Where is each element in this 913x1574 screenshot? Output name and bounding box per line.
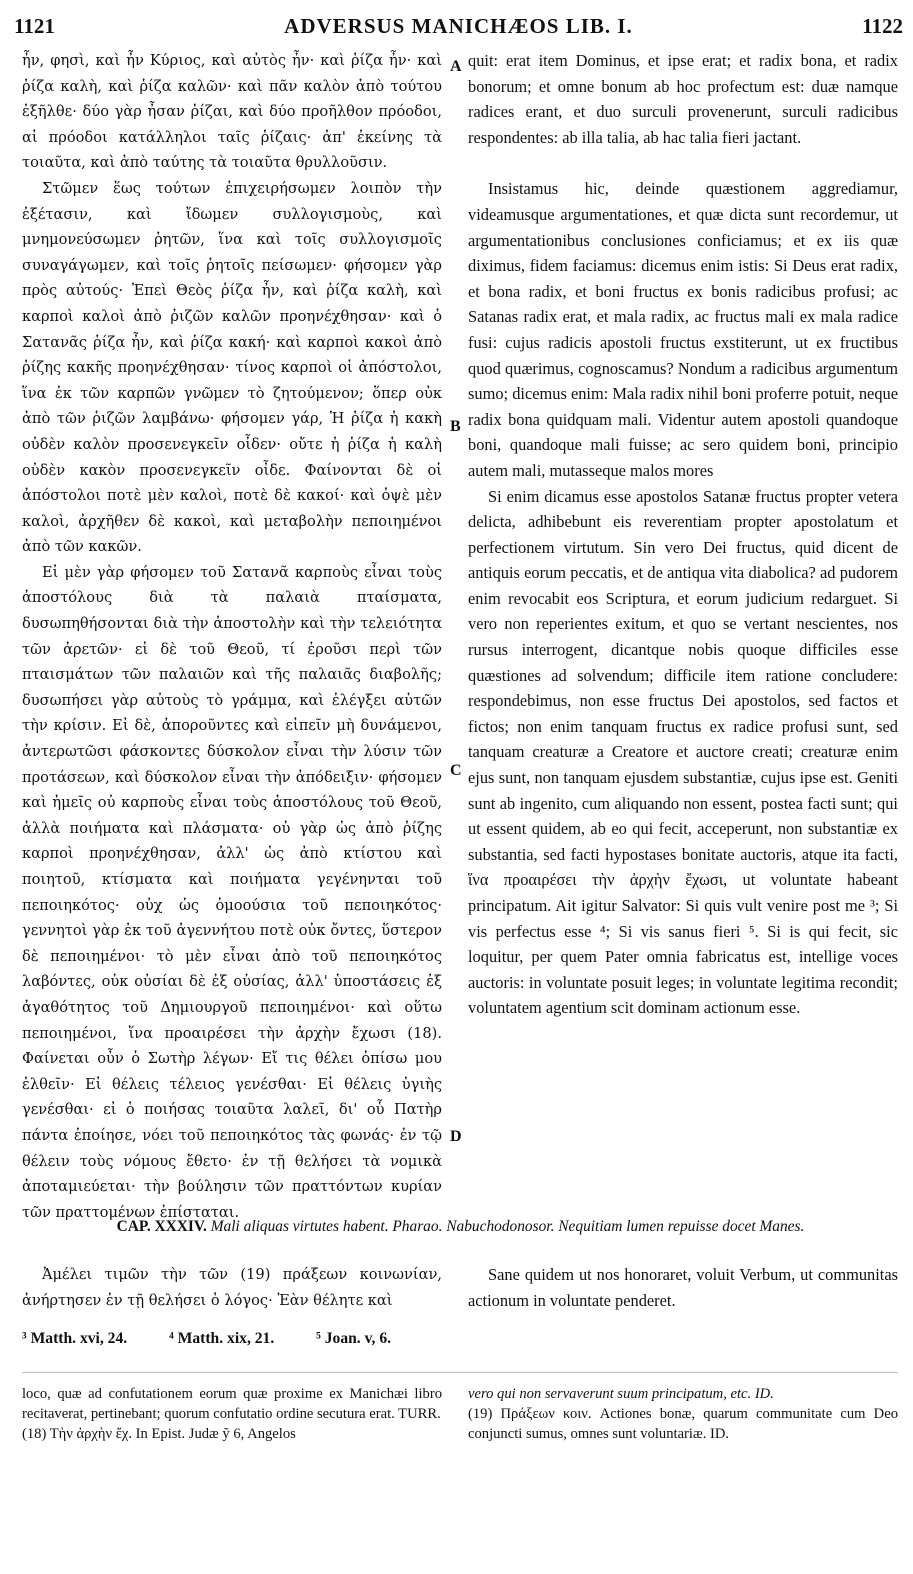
greek-paragraph: Στῶμεν ἕως τούτων ἐπιχειρήσωμεν λοιπὸν τὴν ἐξέτασιν, καὶ ἴδωμεν συλλογισμοὺς, καὶ μνημονεύσωμεν ῥητῶν, ἵνα καὶ τοῖς συλλογισμοῖς συναγάγωμεν, καὶ τοῖς ῥητοῖς πείσωμεν· φήσομεν γὰρ πρὸς αὐτούς· Ἐπεὶ Θεὸς ῥίζα ἦν, καὶ ῥίζα καλὴ, καὶ καρποὶ καλοὶ ἀπὸ ῥιζῶν καλῶν προηνέχθησαν· καὶ ὁ Σατανᾶς ῥίζα ἦν, καὶ ῥίζα κακή· καὶ καρποὶ κακοὶ ἀπὸ ῥίζης κακῆς προηνέχθησαν· τίνος καρποὶ οἱ ἀπόστολοι, ἵνα ἐκ τῶν καρπῶν γνῶμεν τὸ ζητούμενον; ὅπερ οὐκ ἀπὸ τῶν ῥιζῶν λαμβάνω· φήσομεν γάρ, Ἡ ῥίζα ἡ κακὴ οὐδὲν καλὸν προσενεγκεῖν οἶδεν· οὔτε ἡ ῥίζα ἡ καλὴ οὐδὲν κακὸν προσενεγκεῖν οἶδε. Φαίνονται δὲ οἱ ἀπόστολοι ποτὲ μὲν καλοὶ, ποτὲ δὲ κακοί· καὶ ὀψὲ μὲν καλοὶ, ἀρχῆθεν δὲ κακοὶ, καὶ μεταβολὴν πεποιημένοι ἀπὸ τῶν κακῶν. [22,179,442,556]
note: loco, quæ ad confutationem eorum quæ proxime ex Manichæi libro recitaverat, pertinebant; quorum confutatio ordine secutura erat. TURR. [22,1386,442,1422]
notes-divider [22,1372,898,1373]
latin-chapter-column [468,1262,898,1313]
margin-marker-c: C [450,762,462,779]
margin-marker-b: B [450,418,461,435]
footnote: ³ Matth. xvi, 24. [22,1330,128,1347]
page-number-left: 1121 [14,14,55,38]
running-head [14,14,903,44]
margin-marker-d: D [450,1128,462,1145]
greek-column [22,48,442,1225]
footnote: ⁵ Joan. v, 6. [316,1330,392,1347]
note: vero qui non servaverunt suum principatum, etc. ID. [468,1386,774,1402]
notes-right-column [468,1384,898,1444]
margin-marker-a: A [450,58,462,75]
chapter-number: CAP. XXXIV. [116,1218,207,1235]
notes-left-column [22,1384,442,1444]
running-title: ADVERSUS MANICHÆOS LIB. I. [284,14,633,38]
latin-paragraph: Si enim dicamus esse apostolos Satanæ fructus propter vetera delicta, adhibebunt eis reverentiam propter apostolatum et perfectionem virtutum. Sin vero Dei fructus, quid dicent de antiquis eorum peccatis, et de antiqua vita diabolica? ad pudorem enim revocabit eos Scriptura, et eorum judicium redarguet. Si vero non reperientes exitum, et quo se vertant nescientes, nos rursus interrogent, dicantque nobis quoque difficiles esse quæstiones ad solvendum; difficile item ratione concludere: respondebimus, non esse fructus Dei apostolos, sed factos et fictos; non enim tanquam fructus ex radice profusi sunt, sed tanquam creaturæ a Creatore et auctore creati; creaturæ enim ejus sunt, non tanquam ejusdem substantiæ, cujus ipse est. Geniti sunt ab ingenito, cum aliquando non essent, postea facti sunt; qui ut essent quidem, ab eo qui fecit, acceperunt, non substantiæ ex substantia, sed facti hypostases bonitate auctoris, atque ita facti, ἵνα προαιρέσει τὴν ἀρχὴν ἔχωσι, ut voluntate habeant principatum. Ait igitur Salvator: Si quis vult venire post me ³; Si vis perfectus esse ⁴; Si vis sanus fieri ⁵. Si is qui fecit, sic loquitur, per quem Pater omnia fabricatus est, intellige voces auctoris: in voluntate posuit leges; in voluntate legitima recondit; voluntatem agentium scit dominam actionum esse. [468,486,898,1018]
greek-chapter-paragraph: Ἀμέλει τιμῶν τὴν τῶν (19) πράξεων κοινωνίαν, ἀνήρτησεν ἐν τῇ θελήσει ὁ λόγος· Ἐὰν θέλητε καὶ [22,1266,442,1309]
chapter-heading [22,1216,899,1238]
latin-paragraph: quit: erat item Dominus, et ipse erat; et radix bona, et radix bonorum; et omne bonum ab hoc profectum est: duæ namque radices erant, et duo surculi provenerunt, surculi radicibus respondentes: ab illa talia, ab hac talia fieri jactant. [468,51,898,147]
greek-chapter-column [22,1262,442,1313]
chapter-title: Mali aliquas virtutes habent. Pharao. Nabuchodonosor. Nequitiam lumen repuisse docet Manes. [210,1218,805,1235]
page-number-right: 1122 [862,14,903,38]
latin-paragraph: Insistamus hic, deinde quæstionem aggrediamur, videamusque argumentationes, et quæ dicta sunt recordemur, ut argumentationibus conclusiones conficiamus; et ex iis quæ diximus, fidem faciamus: dicemus enim istis: Si Deus erat radix, et bona radix, et boni fructus ex bonis radicibus profusi; ac Satanas radix erat, et mala radix, ac fructus mali ex mala radice fusi: cujus radicis apostoli fructus exstiterunt, ut ex fructibus quod quærimus, cognoscamus? Nondum a radicibus argumentum sumo; dicemus enim: Mala radix nihil boni proferre potuit, neque radix bona quidquam mali. Videntur autem apostoli quandoque boni, quandoque mali fuisse; ac sero quidem boni, principio autem mali, mutasseque malos mores [468,179,898,480]
scripture-footnotes [22,1330,429,1348]
greek-paragraph: Εἰ μὲν γὰρ φήσομεν τοῦ Σατανᾶ καρποὺς εἶναι τοὺς ἀποστόλους διὰ τὰ παλαιὰ πταίσματα, δυσωπηθήσονται διὰ τὴν ἀποστολὴν καὶ τὴν τελειότητα τῶν ἀρετῶν· εἰ δὲ τοῦ Θεοῦ, τί ἐροῦσι περὶ τῶν πταισμάτων τῶν παλαιῶν καὶ τῆς παλαιᾶς διαβολῆς; δυσωπήσει γὰρ αὐτοὺς τὸ γράμμα, καὶ ἐλέγξει αὐτῶν τὴν κρίσιν. Εἰ δὲ, ἀπορoῦντες καὶ εἰπεῖν μὴ δυνάμενοι, ἀντερωτῶσι φάσκοντες δύσκολον εἶναι τὴν λύσιν τῶν προτάσεων, καὶ δύσκολον εἶναι τὴν ἀπόδειξιν· φήσομεν καὶ ἡμεῖς οὐ καρποὺς εἶναι τοὺς ἀποστόλους τοῦ Θεοῦ, ἀλλὰ ποιήματα καὶ πλάσματα· οὐ γὰρ ὡς ἀπὸ ῥίζης καρποὶ προηνέχθησαν, ἀλλ' ὡς ἀπὸ κτίστου καὶ ποιητοῦ, κτίσματα καὶ ποιήματα γεγένηνται τοῦ πεποιηκότος· οὐχ ὡς ὁμοούσια τοῦ πεποιηκότος· γεννητοὶ γὰρ ἐκ τοῦ ἀγεννήτου ποτὲ οὐκ ὄντες, ὕστερον δὲ πεποιημένοι· τὸ μὲν εἶναι ἀπὸ τοῦ πεποιηκότος λαβόντες, οὐκ οὐσίαι δὲ ἐξ οὐσίας, ἀλλ' ὑποστάσεις ἐξ ἀγαθότητος τοῦ Δημιουργοῦ πεποιημένοι· καὶ οὕτω πεποιημένοι, ἵνα προαιρέσει τὴν ἀρχὴν ἔχωσι (18). Φαίνεται οὖν ὁ Σωτὴρ λέγων· Εἴ τις θέλει ὀπίσω μου ἐλθεῖν· Εἰ θέλεις τέλειος γενέσθαι· Εἰ θέλεις ὑγιὴς γενέσθαι· εἰ ὁ ποιήσας τοιαῦτα λαλεῖ, δι' οὗ Πατὴρ πάντα ἐποίησε, νόει τοῦ πεποιηκότος τὰς φωνάς· ἐν τῷ θέλειν τοὺς νόμους ἔθετο· ἐν τῇ θελήσει τὰ νομικὰ ἀποταμιεύεται· τὴν βούλησιν τῶν πραττόντων κυρίαν τῶν πραττομένων ἐπίσταται. [22,563,442,1221]
note: (19) Πράξεων κοιν. Actiones bonæ, quarum communitate cum Deo conjuncti sumus, omnes sunt voluntariæ. ID. [468,1406,898,1442]
latin-column [468,48,898,1021]
footnote: ⁴ Matth. xix, 21. [169,1330,275,1347]
greek-paragraph: ἦν, φησὶ, καὶ ἦν Κύριος, καὶ αὐτὸς ἦν· καὶ ῥίζα ἦν· καὶ ῥίζα καλὴ, καὶ ῥίζα καλῶν· καὶ πᾶν καλὸν ἀπὸ τούτου ἐξῆλθε· δύο γὰρ ἦσαν ῥίζαι, καὶ δύο προῆλθον πρόοδοι, αἱ πρόοδοι κατάλληλοι ταῖς ῥίζαις· ἀπ' ἐκείνης τὰ τοιαῦτα, καὶ ἀπὸ ταύτης τὰ τοιαῦτα θρυλλοῦσιν. [22,52,442,172]
latin-chapter-paragraph: Sane quidem ut nos honoraret, voluit Verbum, ut communitas actionum in voluntate penderet. [468,1265,898,1310]
note: (18) Τὴν ἀρχὴν ἔχ. In Epist. Judæ ỹ 6, Angelos [22,1426,296,1442]
